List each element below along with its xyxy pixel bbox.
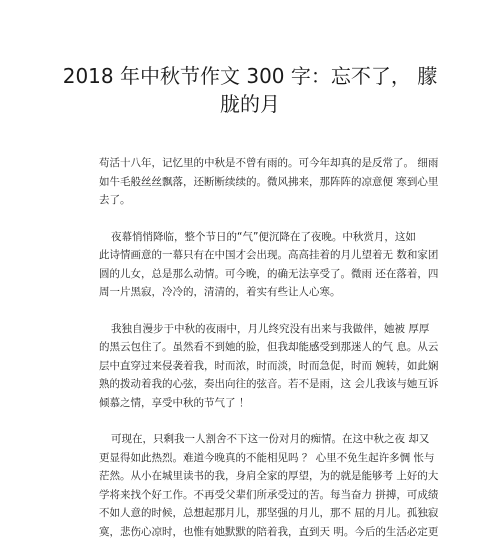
text-line: 圆的儿女，总是那么动情。可今晚，的确无法享受了。微雨 还在落着，四 — [99, 267, 439, 280]
text-line: 熟的拨动着我的心弦，奏出向往的弦音。若不是雨，这 会儿我该与她互诉 — [99, 378, 439, 390]
text-line: 周一片黑寂，冷冷的，清清的，着实有些让人心寒。 — [99, 286, 341, 298]
text-line: 寞，悲伤心凉时，也惟有她默默的陪着我，直到天 明。今后的生活必定更 — [99, 525, 439, 538]
text-line: 不如人意的时候，总想起那月儿，那坚强的月儿，那不 屈的月儿。孤独寂 — [99, 507, 439, 519]
text-line: 我独自漫步于中秋的夜雨中，月儿终究没有出来与我做伴，她被 厚厚 — [111, 322, 430, 335]
paragraph — [99, 430, 439, 541]
text-line: 茫然。从小在城里读书的我，身肩全家的厚望，为的就是能够考 上好的大 — [99, 470, 439, 482]
text-line: 夜幕悄悄降临，整个节日的“气”便沉降在了夜晚。中秋赏月，这如 — [111, 230, 416, 243]
text-line: 如牛毛般丝丝飘落，还断断续续的。微风拂来，那阵阵的凉意便 寒到心里 — [99, 175, 439, 188]
paragraph — [99, 154, 439, 210]
title-line: 2018 年中秋节作文 300 字：忘不了， 朦 — [62, 64, 438, 88]
text-line: 苟活十八年，记忆里的中秋是不曾有雨的。可今年却真的是反常了。 细雨 — [99, 157, 439, 169]
text-line: 层中直穿过来侵袭着我，时而浓，时而淡，时而急促，时而 婉转，如此娴 — [99, 359, 439, 372]
paragraph — [99, 228, 439, 302]
text-line: 去了。 — [99, 194, 131, 206]
text-line: 可现在，只剩我一人割舍不下这一份对月的痴情。在这中秋之夜 却又 — [111, 433, 430, 445]
text-line: 学将来找个好工作。不再受父辈们所承受过的苦。每当奋力 拼搏，可成绩 — [99, 488, 439, 501]
text-line: 此诗情画意的一幕只有在中国才会出现。高高挂着的月儿望着无 数和家团 — [99, 249, 439, 261]
text-line: 的黑云包住了。虽然看不到她的脸，但我却能感受到那迷人的气 息。从云 — [99, 341, 439, 353]
title-line: 胧的月 — [220, 92, 280, 116]
paragraph — [99, 320, 439, 413]
document-title — [54, 62, 446, 118]
text-line: 倾慕之情，享受中秋的节气了 ！ — [99, 396, 250, 409]
document-body — [99, 154, 439, 559]
text-line: 更显得如此热烈。难道今晚真的不能相见吗 ？ 心里不免生起许多惆 怅与 — [99, 451, 435, 464]
